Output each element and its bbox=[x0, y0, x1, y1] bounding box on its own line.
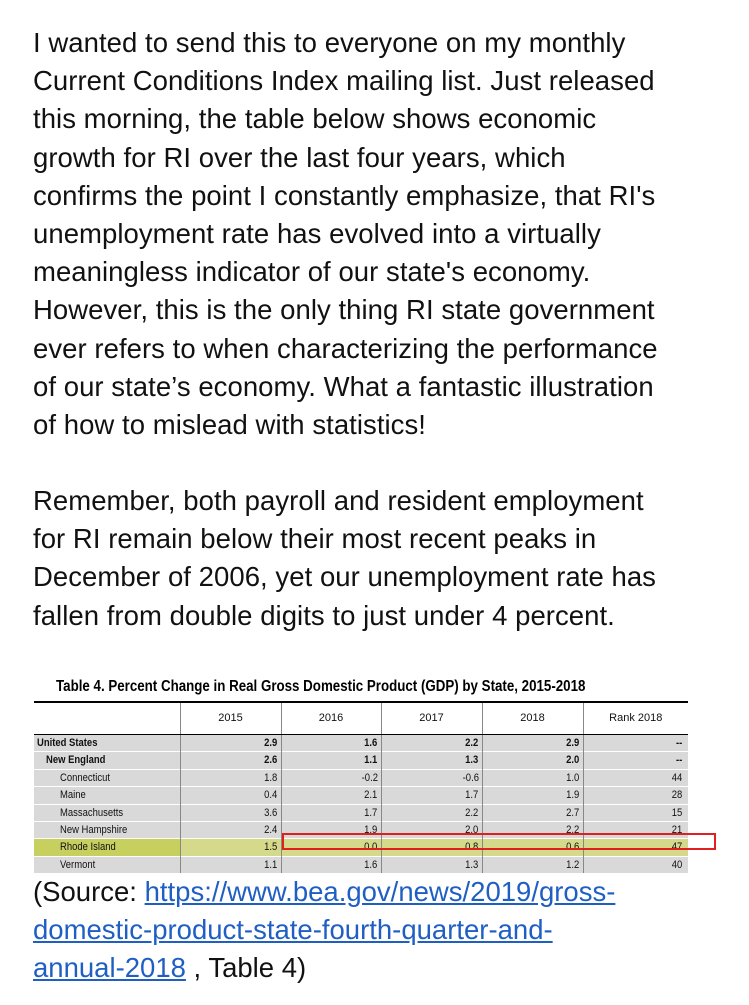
value-cell bbox=[281, 856, 381, 873]
state-name: Rhode Island bbox=[60, 841, 116, 854]
value-text: 1.7 bbox=[465, 789, 479, 802]
value-cell bbox=[482, 769, 583, 786]
value-text: 1.5 bbox=[264, 841, 278, 854]
text-line: fallen from double digits to just under 4 percent. bbox=[33, 599, 615, 631]
text-line: of how to mislead with statistics! bbox=[33, 409, 426, 441]
value-cell bbox=[180, 839, 281, 856]
value-text: 1.9 bbox=[364, 824, 378, 837]
source-line bbox=[33, 911, 733, 949]
text-line: I wanted to send this to everyone on my monthly bbox=[33, 27, 626, 58]
state-name: New Hampshire bbox=[60, 824, 128, 837]
source-link-part[interactable]: domestic-product-state-fourth-quarter-and- bbox=[33, 914, 553, 946]
value-cell bbox=[281, 839, 381, 856]
value-cell bbox=[482, 752, 583, 769]
value-text: 2.7 bbox=[566, 806, 580, 819]
value-cell bbox=[381, 787, 482, 804]
paragraph-intro bbox=[33, 24, 733, 444]
table-row bbox=[34, 856, 688, 873]
rank-text: 47 bbox=[671, 841, 682, 854]
text-line: of our state’s economy. What a fantastic illustration bbox=[33, 370, 654, 402]
value-text: 2.0 bbox=[566, 754, 580, 767]
state-name-cell bbox=[34, 839, 180, 856]
column-header: 2018 bbox=[482, 702, 583, 735]
value-cell bbox=[482, 787, 583, 804]
gdp-table-figure bbox=[30, 674, 690, 874]
value-text: 2.2 bbox=[465, 806, 479, 819]
value-text: 2.9 bbox=[566, 737, 580, 749]
value-text: -0.6 bbox=[462, 771, 479, 784]
state-name: Massachusetts bbox=[60, 806, 124, 819]
table-row bbox=[34, 804, 688, 821]
value-text: 2.2 bbox=[566, 824, 580, 837]
value-text: 1.2 bbox=[566, 858, 580, 871]
state-name: New England bbox=[46, 754, 106, 767]
text-line: confirms the point I constantly emphasize, that RI's bbox=[33, 179, 656, 211]
source-link-part[interactable]: annual-2018 bbox=[33, 952, 186, 984]
value-cell bbox=[281, 752, 381, 769]
column-header: 2015 bbox=[180, 702, 281, 735]
value-text: 1.7 bbox=[364, 806, 378, 819]
source-line bbox=[33, 873, 733, 911]
text-line: December of 2006, yet our unemployment rate has bbox=[33, 561, 656, 593]
table-row bbox=[34, 839, 688, 856]
value-text: 1.3 bbox=[465, 858, 479, 871]
gdp-table bbox=[34, 701, 688, 873]
text-line: meaningless indicator of our state's economy. bbox=[33, 256, 591, 288]
value-text: 2.1 bbox=[364, 789, 378, 802]
value-text: 3.6 bbox=[264, 806, 278, 819]
value-cell bbox=[180, 787, 281, 804]
state-name-cell bbox=[34, 752, 180, 769]
value-cell bbox=[180, 752, 281, 769]
value-cell bbox=[180, 856, 281, 873]
value-cell bbox=[381, 769, 482, 786]
value-cell bbox=[482, 839, 583, 856]
rank-text: 21 bbox=[671, 824, 682, 837]
value-cell bbox=[180, 822, 281, 839]
value-cell bbox=[180, 735, 281, 752]
table-row bbox=[34, 752, 688, 769]
table-header-row bbox=[34, 702, 688, 735]
rank-cell bbox=[583, 752, 688, 769]
value-text: 1.6 bbox=[364, 858, 378, 871]
table-row bbox=[34, 769, 688, 786]
rank-text: 15 bbox=[671, 806, 682, 819]
value-text: 1.3 bbox=[465, 754, 479, 767]
source-citation bbox=[33, 873, 733, 988]
value-text: 1.6 bbox=[364, 737, 378, 749]
value-text: 1.1 bbox=[364, 754, 378, 767]
value-text: 1.8 bbox=[264, 771, 278, 784]
rank-cell bbox=[583, 804, 688, 821]
value-text: 2.0 bbox=[465, 824, 479, 837]
rank-text: -- bbox=[675, 754, 682, 767]
value-text: 0.4 bbox=[264, 789, 278, 802]
rank-cell bbox=[583, 735, 688, 752]
column-header bbox=[34, 702, 180, 735]
value-cell bbox=[281, 804, 381, 821]
column-header: 2016 bbox=[281, 702, 381, 735]
value-cell bbox=[482, 804, 583, 821]
paragraph-employment bbox=[33, 482, 733, 635]
rank-cell bbox=[583, 769, 688, 786]
value-cell bbox=[180, 804, 281, 821]
value-text: 2.2 bbox=[465, 737, 479, 749]
value-text: -0.2 bbox=[361, 771, 378, 784]
state-name-cell bbox=[34, 769, 180, 786]
value-text: 2.9 bbox=[264, 737, 278, 749]
value-cell bbox=[381, 752, 482, 769]
table-row bbox=[34, 822, 688, 839]
text-line: for RI remain below their most recent peaks in bbox=[33, 523, 597, 555]
value-text: 2.4 bbox=[264, 824, 278, 837]
value-text: 0.6 bbox=[566, 841, 580, 854]
state-name-cell bbox=[34, 856, 180, 873]
text-line: Current Conditions Index mailing list. Just released bbox=[33, 65, 655, 97]
text-line: this morning, the table below shows economic bbox=[33, 103, 597, 135]
table-row bbox=[34, 735, 688, 752]
value-text: 1.0 bbox=[566, 771, 580, 784]
value-text: 1.1 bbox=[264, 858, 278, 871]
state-name: Maine bbox=[60, 789, 86, 802]
value-cell bbox=[381, 839, 482, 856]
value-cell bbox=[381, 804, 482, 821]
source-line bbox=[33, 949, 733, 987]
column-header: Rank 2018 bbox=[583, 702, 688, 735]
state-name: Vermont bbox=[60, 858, 96, 871]
source-prefix: (Source: bbox=[33, 876, 145, 907]
text-line: ever refers to when characterizing the performance bbox=[33, 332, 658, 364]
value-cell bbox=[281, 822, 381, 839]
table-row bbox=[34, 787, 688, 804]
table-title: Table 4. Percent Change in Real Gross Domestic Product (GDP) by State, 2015-2018 bbox=[56, 678, 586, 695]
state-name-cell bbox=[34, 787, 180, 804]
value-text: 0.8 bbox=[465, 841, 479, 854]
rank-text: 28 bbox=[671, 789, 682, 802]
value-text: 0.0 bbox=[364, 841, 378, 854]
value-cell bbox=[281, 769, 381, 786]
source-suffix: , Table 4) bbox=[185, 952, 307, 984]
rank-cell bbox=[583, 839, 688, 856]
text-line: Remember, both payroll and resident employment bbox=[33, 485, 644, 516]
rank-text: 40 bbox=[671, 858, 682, 871]
value-cell bbox=[281, 787, 381, 804]
value-cell bbox=[482, 856, 583, 873]
rank-text: 44 bbox=[671, 771, 682, 784]
value-cell bbox=[381, 856, 482, 873]
state-name: United States bbox=[37, 737, 98, 749]
rank-cell bbox=[583, 787, 688, 804]
value-cell bbox=[281, 735, 381, 752]
value-cell bbox=[180, 769, 281, 786]
value-cell bbox=[381, 822, 482, 839]
rank-text: -- bbox=[675, 737, 682, 749]
state-name-cell bbox=[34, 822, 180, 839]
state-name-cell bbox=[34, 735, 180, 752]
value-cell bbox=[482, 735, 583, 752]
value-cell bbox=[381, 735, 482, 752]
text-line: unemployment rate has evolved into a virtually bbox=[33, 218, 601, 250]
state-name: Connecticut bbox=[60, 771, 110, 784]
column-header: 2017 bbox=[381, 702, 482, 735]
value-text: 2.6 bbox=[264, 754, 278, 767]
text-line: However, this is the only thing RI state government bbox=[33, 294, 655, 326]
value-cell bbox=[482, 822, 583, 839]
source-link-part[interactable]: https://www.bea.gov/news/2019/gross- bbox=[144, 876, 616, 907]
rank-cell bbox=[583, 822, 688, 839]
value-text: 1.9 bbox=[566, 789, 580, 802]
rank-cell bbox=[583, 856, 688, 873]
state-name-cell bbox=[34, 804, 180, 821]
text-line: growth for RI over the last four years, which bbox=[33, 141, 566, 173]
